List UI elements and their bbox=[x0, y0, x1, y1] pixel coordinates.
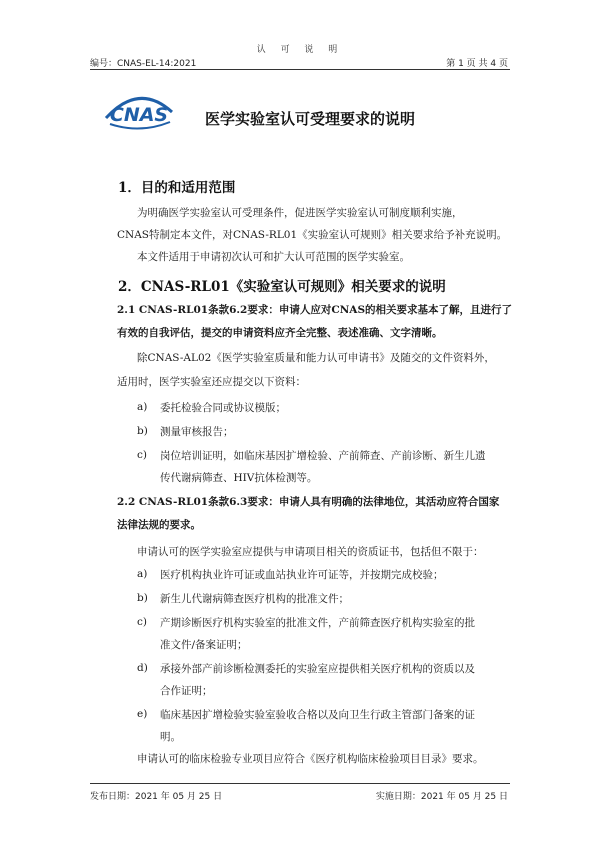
list-item-marker: b) bbox=[137, 592, 148, 604]
document-title: 医学实验室认可受理要求的说明 bbox=[205, 110, 416, 128]
list-item-continuation: 合作证明； bbox=[160, 685, 213, 697]
section-1-para-1-line-2: CNAS特制定本文件，对CNAS-RL01《实验室认可规则》相关要求给予补充说明。 bbox=[117, 229, 508, 241]
list-item: 岗位培训证明，如临床基因扩增检验、产前筛查、产前诊断、新生儿遗 bbox=[160, 450, 486, 462]
section-1-para-2: 本文件适用于申请初次认可和扩大认可范围的医学实验室。 bbox=[137, 251, 410, 263]
list-item: 承接外部产前诊断检测委托的实验室应提供相关医疗机构的资质以及 bbox=[160, 663, 475, 675]
list-item-continuation: 准文件/备案证明； bbox=[160, 639, 248, 651]
effective-date: 实施日期：2021 年 05 月 25 日 bbox=[375, 792, 508, 802]
header-rule bbox=[90, 69, 510, 70]
clause-2-2-line-1: 2.2 CNAS-RL01条款6.3要求：申请人具有明确的法律地位，其活动应符合国家 bbox=[117, 496, 500, 508]
clause-2-1-line-2: 有效的自我评估，提交的申请资料应齐全完整、表述准确、文字清晰。 bbox=[117, 327, 443, 339]
list-item-continuation: 明。 bbox=[160, 731, 181, 743]
closing-paragraph: 申请认可的临床检验专业项目应符合《医疗机构临床检验项目目录》要求。 bbox=[137, 753, 484, 765]
clause-2-1-line-1: 2.1 CNAS-RL01条款6.2要求：申请人应对CNAS的相关要求基本了解，且进行了 bbox=[117, 304, 513, 316]
section-1-heading: 1．目的和适用范围 bbox=[118, 180, 236, 196]
section-1-para-1-line-1: 为明确医学实验室认可受理条件，促进医学实验室认可制度顺利实施， bbox=[137, 207, 463, 219]
list-item-marker: d) bbox=[137, 662, 148, 674]
clause-2-2-intro: 申请认可的医学实验室应提供与申请项目相关的资质证书，包括但不限于： bbox=[137, 546, 484, 558]
list-item: 产期诊断医疗机构实验室的批准文件，产前筛查医疗机构实验室的批 bbox=[160, 617, 475, 629]
footer-rule bbox=[90, 783, 510, 784]
issue-date: 发布日期：2021 年 05 月 25 日 bbox=[90, 792, 223, 802]
clause-2-1-intro-line-1: 除CNAS-AL02《医学实验室质量和能力认可申请书》及随交的文件资料外， bbox=[137, 352, 495, 364]
logo-text: CNAS bbox=[109, 104, 169, 126]
page-info: 第 1 页 共 4 页 bbox=[446, 59, 508, 69]
list-item-marker: c) bbox=[137, 616, 147, 628]
list-item-continuation: 传代谢病筛查、HIV抗体检测等。 bbox=[160, 472, 318, 484]
clause-2-2-line-2: 法律法规的要求。 bbox=[117, 519, 201, 531]
list-item: 委托检验合同或协议模版； bbox=[160, 402, 286, 414]
cnas-logo bbox=[100, 88, 178, 134]
document-code: 编号：CNAS-EL-14:2021 bbox=[90, 59, 197, 69]
list-item-marker: a) bbox=[137, 401, 148, 413]
list-item: 测量审核报告； bbox=[160, 426, 234, 438]
list-item-marker: a) bbox=[137, 568, 148, 580]
header-title: 认 可 说 明 bbox=[256, 45, 344, 55]
list-item: 医疗机构执业许可证或血站执业许可证等，并按期完成校验； bbox=[160, 569, 444, 581]
list-item-marker: b) bbox=[137, 425, 148, 437]
list-item: 新生儿代谢病筛查医疗机构的批准文件； bbox=[160, 593, 349, 605]
list-item-marker: c) bbox=[137, 449, 147, 461]
section-2-heading: 2．CNAS-RL01《实验室认可规则》相关要求的说明 bbox=[118, 279, 446, 295]
list-item: 临床基因扩增检验实验室验收合格以及向卫生行政主管部门备案的证 bbox=[160, 709, 475, 721]
list-item-marker: e) bbox=[137, 708, 148, 720]
clause-2-1-intro-line-2: 适用时，医学实验室还应提交以下资料： bbox=[117, 376, 306, 388]
